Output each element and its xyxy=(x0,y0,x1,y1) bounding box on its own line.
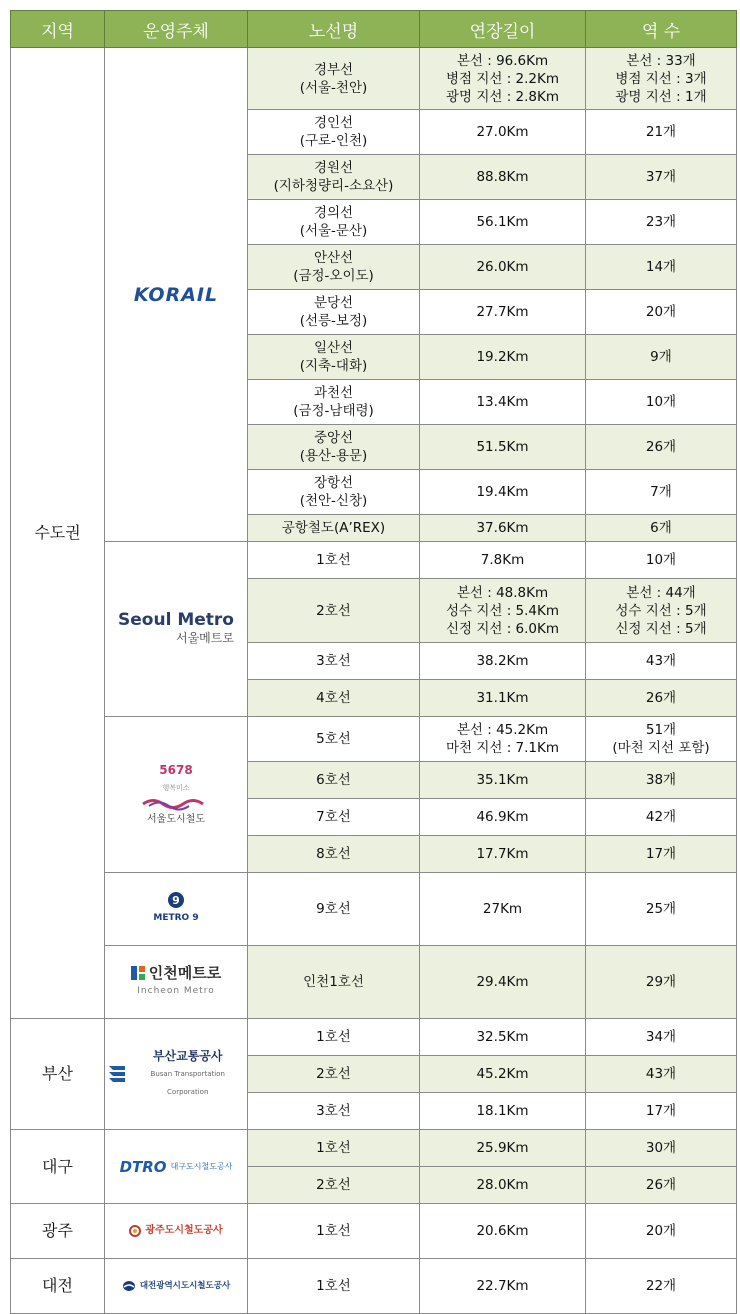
busan-transport-logo xyxy=(105,1019,248,1130)
table-row xyxy=(11,1130,737,1167)
station-count: 22개 xyxy=(586,1259,737,1314)
line-length: 25.9Km xyxy=(420,1130,586,1167)
station-count: 26개 xyxy=(586,680,737,717)
station-count: 29개 xyxy=(586,946,737,1019)
region-capital: 수도권 xyxy=(11,48,105,1019)
daejeon-metro-icon xyxy=(122,1280,136,1292)
line-name: 안산선 (금정-오이도) xyxy=(248,245,420,290)
line-name: 1호선 xyxy=(248,1130,420,1167)
table-row xyxy=(11,717,737,762)
line-length: 19.4Km xyxy=(420,470,586,515)
line-name: 6호선 xyxy=(248,762,420,799)
region-daejeon: 대전 xyxy=(11,1259,105,1314)
station-count: 43개 xyxy=(586,643,737,680)
table-row xyxy=(11,946,737,1019)
station-count: 10개 xyxy=(586,542,737,579)
smrt-logo xyxy=(105,717,248,873)
korail-logo xyxy=(105,48,248,542)
gwangju-metro-icon xyxy=(129,1225,141,1237)
line-name: 경인선 (구로-인천) xyxy=(248,110,420,155)
line-name: 장항선 (천안-신창) xyxy=(248,470,420,515)
station-count: 43개 xyxy=(586,1056,737,1093)
line-name: 5호선 xyxy=(248,717,420,762)
station-count: 17개 xyxy=(586,836,737,873)
subway-lines-table xyxy=(10,10,737,1314)
line-length: 본선 : 48.8Km 성수 지선 : 5.4Km 신정 지선 : 6.0Km xyxy=(420,579,586,643)
gwangju-metro-logo xyxy=(105,1204,248,1259)
station-count: 17개 xyxy=(586,1093,737,1130)
incheon-metro-logo-text: 인천메트로 xyxy=(148,964,222,982)
line-name: 1호선 xyxy=(248,542,420,579)
svg-text:9: 9 xyxy=(172,894,180,907)
line-length: 35.1Km xyxy=(420,762,586,799)
line-length: 88.8Km xyxy=(420,155,586,200)
station-count: 38개 xyxy=(586,762,737,799)
station-count: 본선 : 33개 병점 지선 : 3개 광명 지선 : 1개 xyxy=(586,48,737,110)
header-stations: 역 수 xyxy=(586,11,737,48)
line-name: 1호선 xyxy=(248,1019,420,1056)
line-length: 51.5Km xyxy=(420,425,586,470)
line-name: 경원선 (지하청량리-소요산) xyxy=(248,155,420,200)
line-name: 1호선 xyxy=(248,1259,420,1314)
region-gwangju: 광주 xyxy=(11,1204,105,1259)
station-count: 10개 xyxy=(586,380,737,425)
station-count: 14개 xyxy=(586,245,737,290)
table-row xyxy=(11,1019,737,1056)
line-name: 2호선 xyxy=(248,1167,420,1204)
line-name: 공항철도(A’REX) xyxy=(248,515,420,542)
metro9-logo-text: METRO 9 xyxy=(153,913,199,923)
dtro-logo-korean: 대구도시철도공사 xyxy=(170,1161,233,1171)
line-name: 경부선 (서울-천안) xyxy=(248,48,420,110)
gwangju-metro-logo-text: 광주도시철도공사 xyxy=(145,1225,223,1236)
table-row xyxy=(11,1259,737,1314)
region-daegu: 대구 xyxy=(11,1130,105,1204)
metro9-logo xyxy=(105,873,248,946)
line-length: 32.5Km xyxy=(420,1019,586,1056)
dtro-logo xyxy=(105,1130,248,1204)
line-name: 3호선 xyxy=(248,643,420,680)
station-count: 23개 xyxy=(586,200,737,245)
station-count: 51개 (마천 지선 포함) xyxy=(586,717,737,762)
smrt-wave-icon xyxy=(141,797,211,811)
dtro-logo-text: DTRO xyxy=(119,1157,167,1176)
station-count: 21개 xyxy=(586,110,737,155)
station-count: 34개 xyxy=(586,1019,737,1056)
table-row xyxy=(11,542,737,579)
korail-logo-text: KORAIL xyxy=(133,283,219,306)
line-length: 7.8Km xyxy=(420,542,586,579)
station-count: 26개 xyxy=(586,425,737,470)
line-name: 인천1호선 xyxy=(248,946,420,1019)
daejeon-metro-logo-text: 대전광역시도시철도공사 xyxy=(139,1281,231,1291)
line-length: 20.6Km xyxy=(420,1204,586,1259)
seoul-metro-logo-korean: 서울메트로 xyxy=(176,631,234,645)
seoul-metro-logo xyxy=(105,542,248,717)
header-line: 노선명 xyxy=(248,11,420,48)
station-count: 25개 xyxy=(586,873,737,946)
line-length: 22.7Km xyxy=(420,1259,586,1314)
line-length: 28.0Km xyxy=(420,1167,586,1204)
busan-transport-logo-text: 부산교통공사 xyxy=(152,1049,223,1063)
station-count: 9개 xyxy=(586,335,737,380)
station-count: 20개 xyxy=(586,290,737,335)
line-name: 1호선 xyxy=(248,1204,420,1259)
line-name: 7호선 xyxy=(248,799,420,836)
line-length: 27Km xyxy=(420,873,586,946)
metro9-circle-icon xyxy=(167,891,185,909)
line-length: 17.7Km xyxy=(420,836,586,873)
header-operator: 운영주체 xyxy=(105,11,248,48)
line-length: 29.4Km xyxy=(420,946,586,1019)
line-length: 19.2Km xyxy=(420,335,586,380)
incheon-metro-icon xyxy=(131,966,145,980)
line-length: 46.9Km xyxy=(420,799,586,836)
line-length: 37.6Km xyxy=(420,515,586,542)
line-length: 31.1Km xyxy=(420,680,586,717)
table-row xyxy=(11,48,737,110)
incheon-metro-logo-english: Incheon Metro xyxy=(137,986,215,996)
smrt-logo-sub: 행복미소 xyxy=(162,783,190,792)
line-name: 과천선 (금정-남태령) xyxy=(248,380,420,425)
station-count: 30개 xyxy=(586,1130,737,1167)
smrt-logo-number: 5678 xyxy=(159,762,193,777)
line-length: 45.2Km xyxy=(420,1056,586,1093)
line-name: 일산선 (지축-대화) xyxy=(248,335,420,380)
line-length: 38.2Km xyxy=(420,643,586,680)
region-busan: 부산 xyxy=(11,1019,105,1130)
line-length: 본선 : 96.6Km 병점 지선 : 2.2Km 광명 지선 : 2.8Km xyxy=(420,48,586,110)
line-length: 56.1Km xyxy=(420,200,586,245)
line-name: 9호선 xyxy=(248,873,420,946)
station-count: 26개 xyxy=(586,1167,737,1204)
line-name: 중앙선 (용산-용문) xyxy=(248,425,420,470)
incheon-metro-logo xyxy=(105,946,248,1019)
busan-transport-icon xyxy=(107,1064,126,1084)
header-region: 지역 xyxy=(11,11,105,48)
line-name: 8호선 xyxy=(248,836,420,873)
station-count: 37개 xyxy=(586,155,737,200)
line-name: 경의선 (서울-문산) xyxy=(248,200,420,245)
smrt-logo-name: 서울도시철도 xyxy=(147,813,205,825)
line-name: 3호선 xyxy=(248,1093,420,1130)
line-length: 27.0Km xyxy=(420,110,586,155)
line-length: 18.1Km xyxy=(420,1093,586,1130)
line-name: 2호선 xyxy=(248,1056,420,1093)
header-length: 연장길이 xyxy=(420,11,586,48)
station-count: 20개 xyxy=(586,1204,737,1259)
station-count: 7개 xyxy=(586,470,737,515)
line-length: 27.7Km xyxy=(420,290,586,335)
line-length: 본선 : 45.2Km 마천 지선 : 7.1Km xyxy=(420,717,586,762)
table-row xyxy=(11,1204,737,1259)
line-name: 4호선 xyxy=(248,680,420,717)
daejeon-metro-logo xyxy=(105,1259,248,1314)
station-count: 42개 xyxy=(586,799,737,836)
table-row xyxy=(11,873,737,946)
station-count: 6개 xyxy=(586,515,737,542)
line-name: 분당선 (선릉-보정) xyxy=(248,290,420,335)
station-count: 본선 : 44개 성수 지선 : 5개 신정 지선 : 5개 xyxy=(586,579,737,643)
header-row xyxy=(11,11,737,48)
line-name: 2호선 xyxy=(248,579,420,643)
busan-transport-logo-english: Busan Transportation Corporation xyxy=(150,1070,225,1096)
seoul-metro-logo-text: Seoul Metro xyxy=(118,610,234,630)
line-length: 26.0Km xyxy=(420,245,586,290)
line-length: 13.4Km xyxy=(420,380,586,425)
